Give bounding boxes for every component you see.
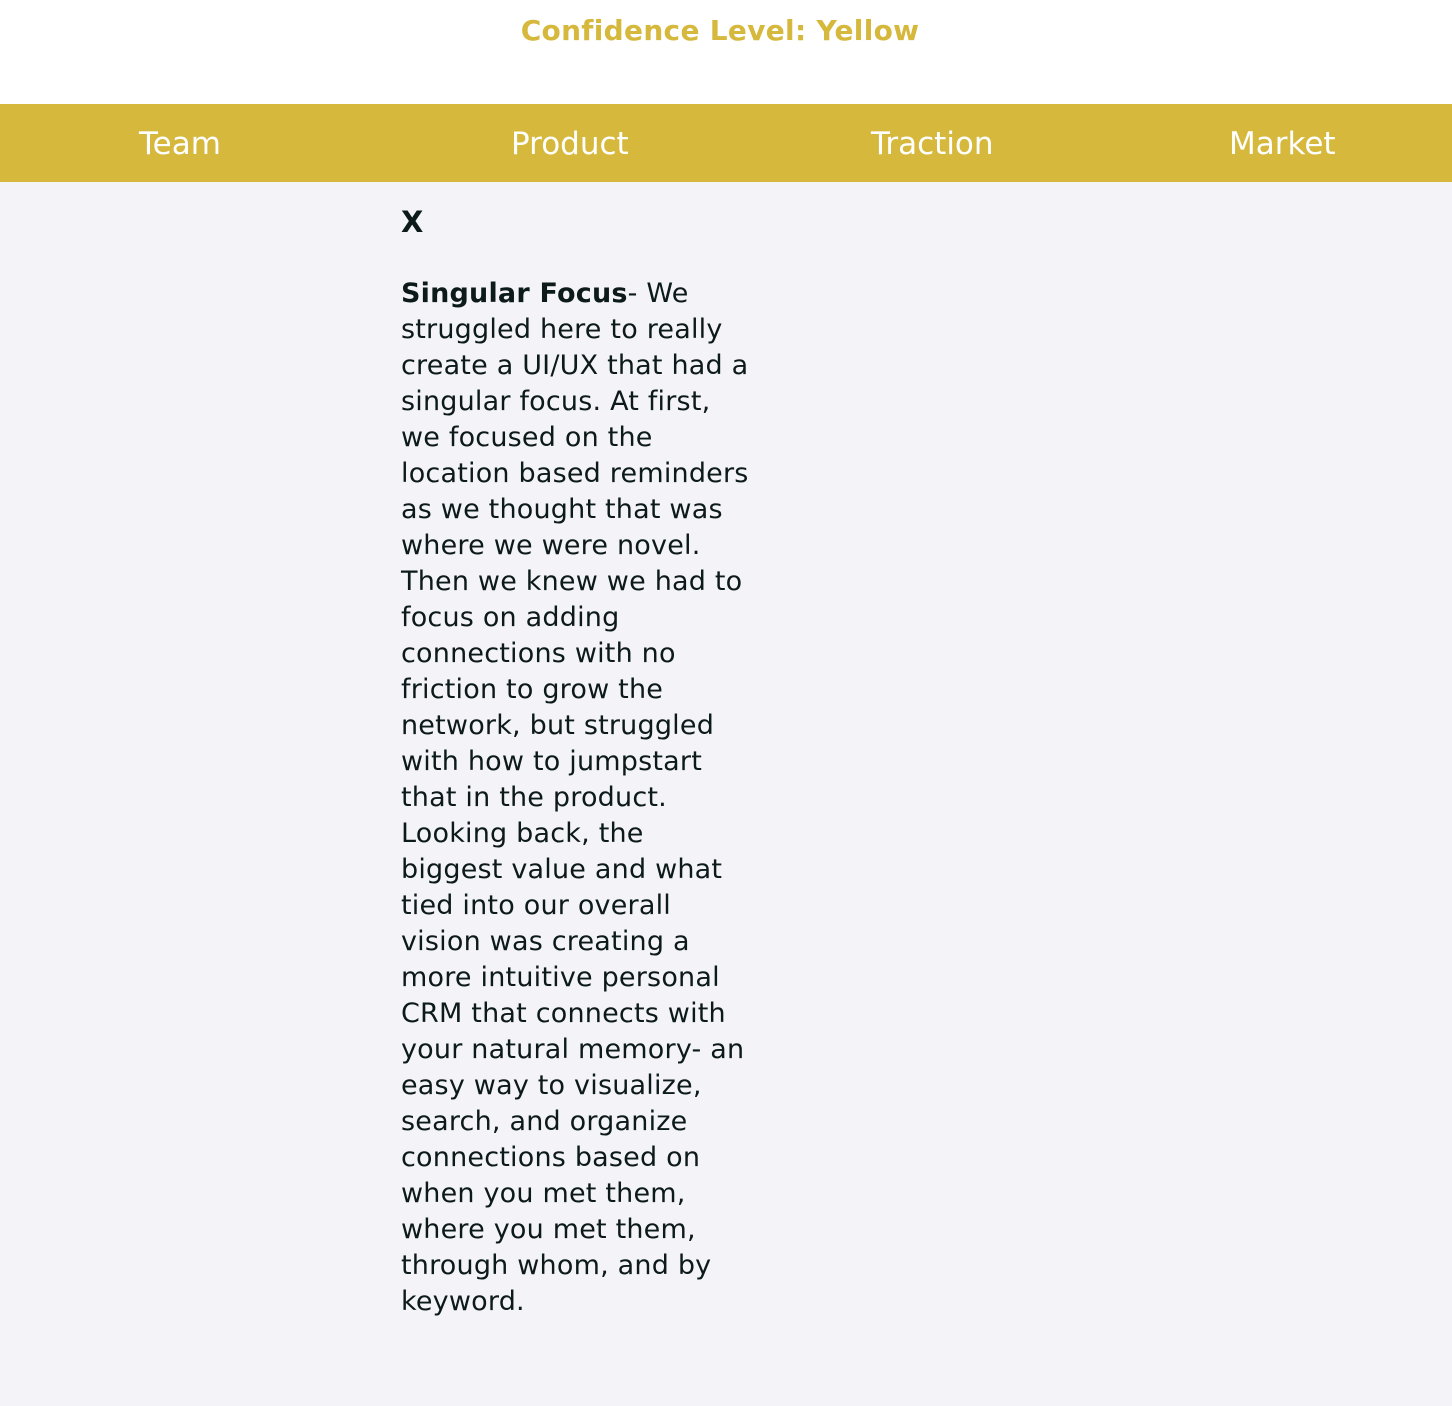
category-tab-bar	[0, 104, 1452, 182]
section-heading: Singular Focus	[401, 278, 628, 309]
detail-paragraph	[401, 276, 751, 1320]
section-body: - We struggled here to really create a UI/UX that had a singular focus. At first, we focused on the location based reminders as we thought that was where we were novel. Then we knew we had to focus on adding connections with no friction to grow the network, but struggled with how to jumpstart that in the product. Looking back, the biggest value and what tied into our overall vision was creating a more intuitive personal CRM that connects with your natural memory- an easy way to visualize, search, and organize connections based on when you met them, where you met them, through whom, and by keyword.	[401, 278, 749, 1317]
tab-traction[interactable]: Traction	[871, 126, 994, 162]
content-area	[0, 182, 1452, 1406]
tab-team[interactable]: Team	[139, 126, 221, 162]
close-button[interactable]: X	[401, 205, 424, 239]
confidence-header	[0, 0, 1452, 104]
tab-market[interactable]: Market	[1229, 126, 1336, 162]
confidence-level-title: Confidence Level: Yellow	[520, 14, 920, 47]
tab-product[interactable]: Product	[511, 126, 629, 162]
